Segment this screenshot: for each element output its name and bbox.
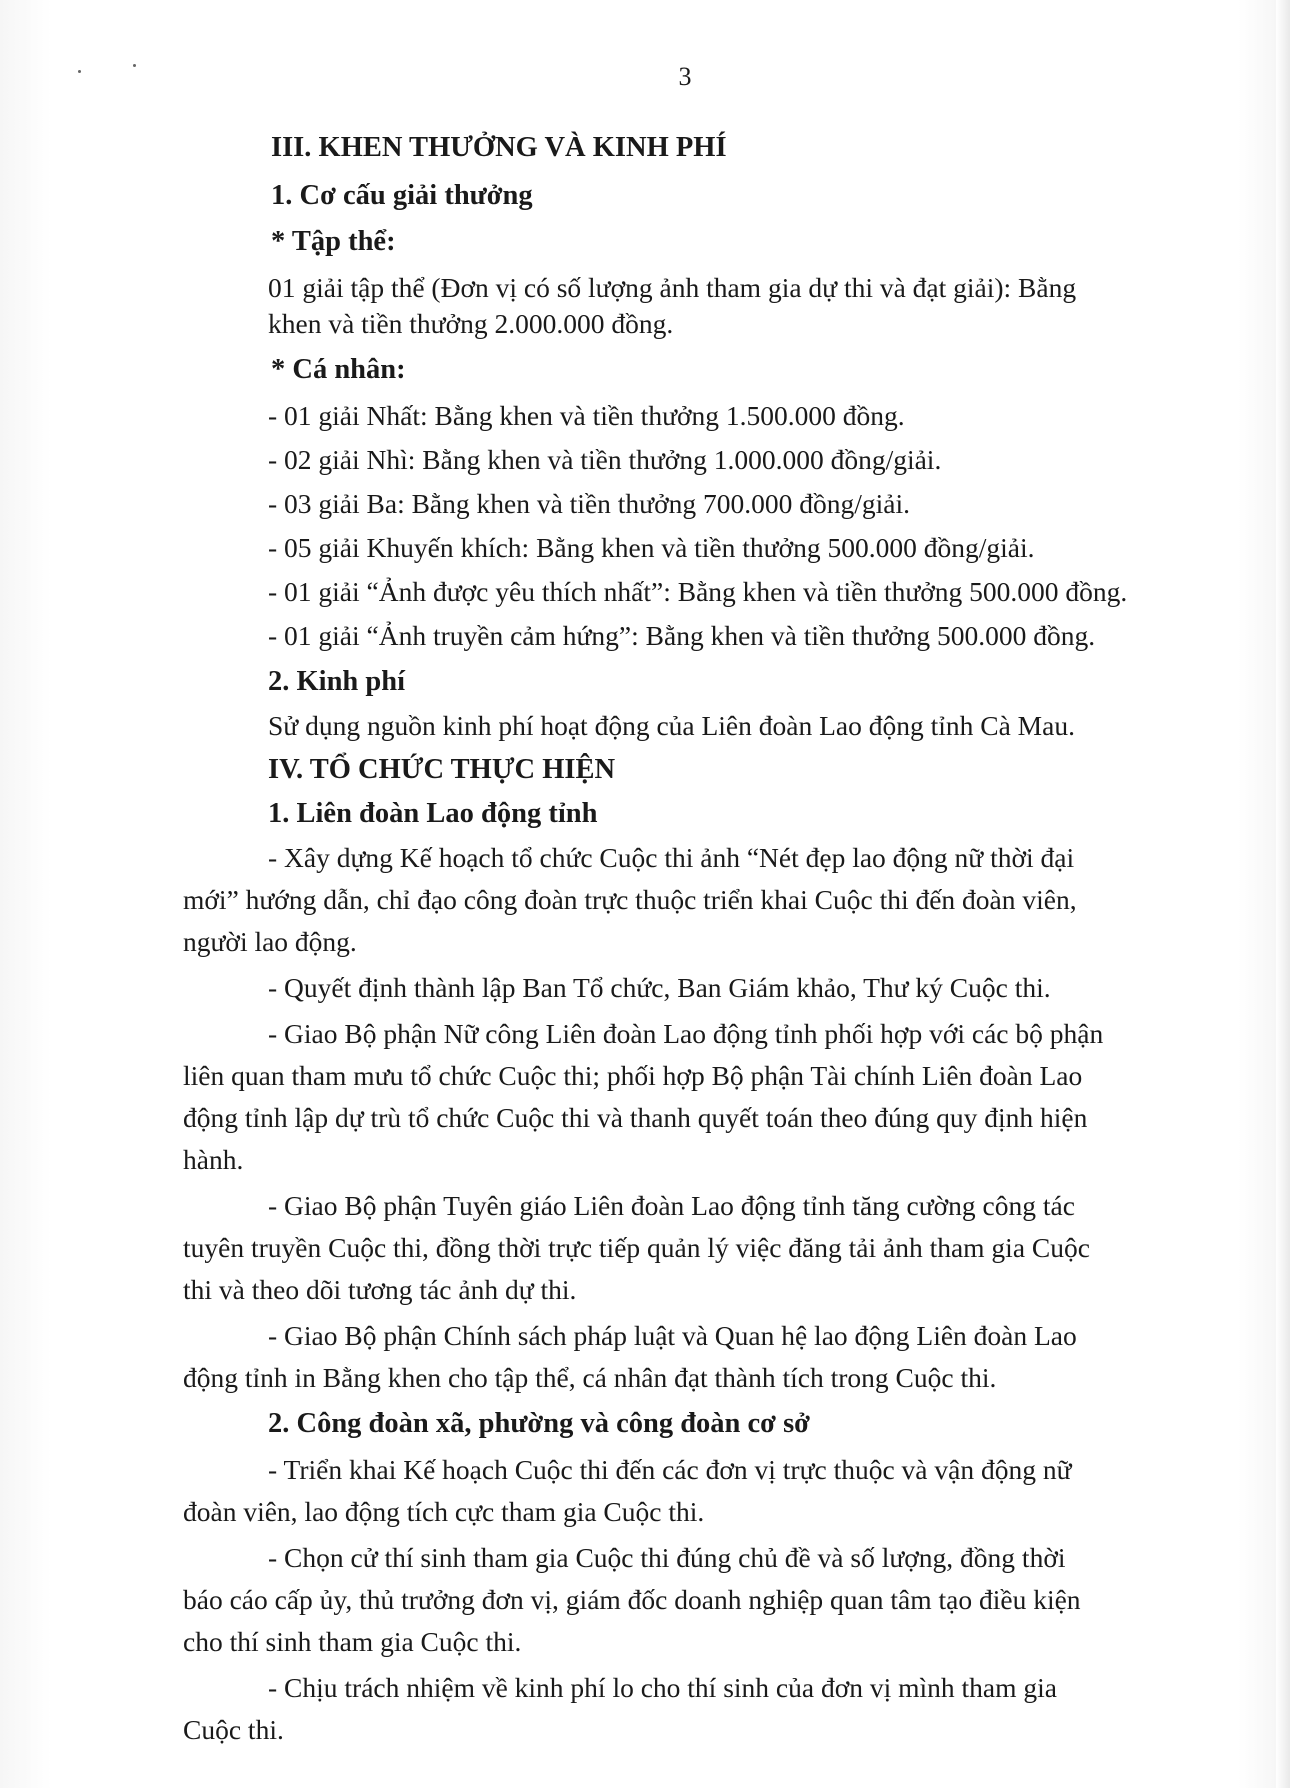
- group-label: * Tập thể:: [271, 226, 396, 257]
- p4-line-2: tuyên truyền Cuộc thi, đồng thời trực tiếp quản lý việc đăng tải ảnh tham gia Cuộc: [183, 1232, 1090, 1263]
- prize-line: - 03 giải Ba: Bằng khen và tiền thưởng 700.000 đồng/giải.: [268, 488, 910, 519]
- p4-line-1: - Giao Bộ phận Tuyên giáo Liên đoàn Lao động tỉnh tăng cường công tác: [268, 1190, 1075, 1221]
- prize-line: - 01 giải “Ảnh được yêu thích nhất”: Bằng khen và tiền thưởng 500.000 đồng.: [268, 576, 1128, 607]
- p3-line-2: liên quan tham mưu tổ chức Cuộc thi; phối hợp Bộ phận Tài chính Liên đoàn Lao: [183, 1060, 1083, 1091]
- group-line-2: khen và tiền thưởng 2.000.000 đồng.: [268, 308, 674, 339]
- section-3-sub2: 2. Kinh phí: [268, 666, 406, 697]
- prize-line: - 01 giải “Ảnh truyền cảm hứng”: Bằng khen và tiền thưởng 500.000 đồng.: [268, 620, 1096, 651]
- p5-line-2: động tỉnh in Bằng khen cho tập thể, cá nhân đạt thành tích trong Cuộc thi.: [183, 1362, 997, 1393]
- p7-line-1: - Chọn cử thí sinh tham gia Cuộc thi đúng chủ đề và số lượng, đồng thời: [268, 1542, 1066, 1573]
- individual-label: * Cá nhân:: [271, 354, 406, 385]
- p1-line-2: mới” hướng dẫn, chỉ đạo công đoàn trực thuộc triển khai Cuộc thi đến đoàn viên,: [183, 884, 1077, 915]
- group-line-1: 01 giải tập thể (Đơn vị có số lượng ảnh tham gia dự thi và đạt giải): Bằng: [268, 272, 1077, 303]
- p8-line-2: Cuộc thi.: [183, 1714, 284, 1745]
- page-number: 3: [678, 62, 692, 91]
- p8-line-1: - Chịu trách nhiệm về kinh phí lo cho thí sinh của đơn vị mình tham gia: [268, 1672, 1058, 1703]
- prize-line: - 02 giải Nhì: Bằng khen và tiền thưởng 1.000.000 đồng/giải.: [268, 444, 942, 475]
- section-4-sub2: 2. Công đoàn xã, phường và công đoàn cơ sở: [268, 1408, 810, 1439]
- p5-line-1: - Giao Bộ phận Chính sách pháp luật và Quan hệ lao động Liên đoàn Lao: [268, 1320, 1077, 1351]
- section-3-sub1: 1. Cơ cấu giải thưởng: [271, 180, 533, 211]
- prize-line: - 05 giải Khuyến khích: Bằng khen và tiền thưởng 500.000 đồng/giải.: [268, 532, 1035, 563]
- p6-line-2: đoàn viên, lao động tích cực tham gia Cuộc thi.: [183, 1496, 705, 1527]
- p1-line-1: - Xây dựng Kế hoạch tổ chức Cuộc thi ảnh “Nét đẹp lao động nữ thời đại: [268, 842, 1075, 873]
- section-4-sub1: 1. Liên đoàn Lao động tỉnh: [268, 798, 598, 829]
- scan-edge: [1276, 0, 1290, 1788]
- p4-line-3: thi và theo dõi tương tác ảnh dự thi.: [183, 1274, 577, 1305]
- p3-line-4: hành.: [183, 1144, 244, 1175]
- p1-line-3: người lao động.: [183, 926, 357, 957]
- section-4-title: IV. TỔ CHỨC THỰC HIỆN: [268, 754, 616, 785]
- p6-line-1: - Triển khai Kế hoạch Cuộc thi đến các đơn vị trực thuộc và vận động nữ: [268, 1454, 1072, 1485]
- funding-text: Sử dụng nguồn kinh phí hoạt động của Liên đoàn Lao động tỉnh Cà Mau.: [268, 710, 1075, 741]
- paragraph-line: [268, 836, 1183, 880]
- p3-line-1: - Giao Bộ phận Nữ công Liên đoàn Lao động tỉnh phối hợp với các bộ phận: [268, 1018, 1104, 1049]
- p2-line-1: - Quyết định thành lập Ban Tổ chức, Ban Giám khảo, Thư ký Cuộc thi.: [268, 972, 1051, 1003]
- p7-line-2: báo cáo cấp ủy, thủ trưởng đơn vị, giám đốc doanh nghiệp quan tâm tạo điều kiện: [183, 1584, 1081, 1615]
- p3-line-3: động tỉnh lập dự trù tổ chức Cuộc thi và thanh quyết toán theo đúng quy định hiện: [183, 1102, 1088, 1133]
- p7-line-3: cho thí sinh tham gia Cuộc thi.: [183, 1626, 522, 1657]
- prize-line: - 01 giải Nhất: Bằng khen và tiền thưởng 1.500.000 đồng.: [268, 400, 905, 431]
- section-3-title: III. KHEN THƯỞNG VÀ KINH PHÍ: [271, 132, 727, 163]
